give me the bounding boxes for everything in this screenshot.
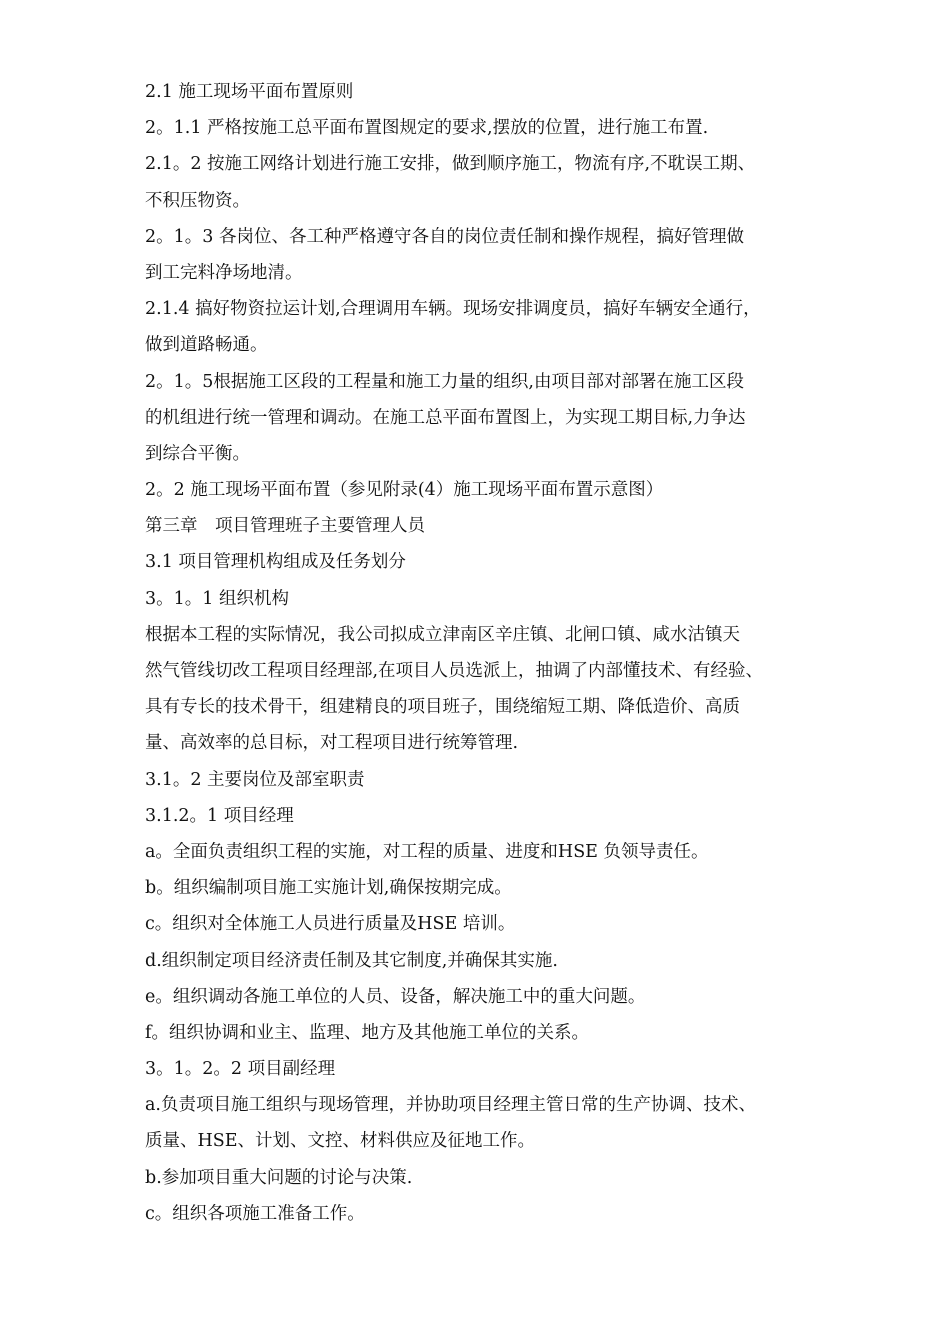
list-item: d.组织制定项目经济责任制及其它制度,并确保其实施.	[145, 950, 558, 971]
list-item: c。组织各项施工准备工作。	[145, 1203, 365, 1224]
text-line: 2。1。5根据施工区段的工程量和施工力量的组织,由项目部对部署在施工区段	[145, 371, 744, 392]
text-line: 2.1.4 搞好物资拉运计划,合理调用车辆。现场安排调度员，搞好车辆安全通行，	[145, 299, 761, 320]
list-item: a。全面负责组织工程的实施，对工程的质量、进度和HSE 负领导责任。	[145, 841, 709, 862]
subsection-heading: 3。1。1 组织机构	[145, 588, 289, 609]
section-heading-2-2: 2。2 施工现场平面布置（参见附录(4）施工现场平面布置示意图）	[145, 480, 664, 501]
text-line: 到工完料净场地清。	[145, 262, 303, 283]
list-item: b.参加项目重大问题的讨论与决策.	[145, 1167, 413, 1188]
text-line: 然气管线切改工程项目经理部,在项目人员选派上，抽调了内部懂技术、有经验、	[145, 661, 764, 681]
subsection-heading: 3.1。2 主要岗位及部室职责	[145, 769, 365, 790]
list-item: c。组织对全体施工人员进行质量及HSE 培训。	[145, 914, 516, 935]
document-page	[145, 74, 825, 1232]
text-line: 2.1。2 按施工网络计划进行施工安排，做到顺序施工，物流有序,不耽误工期、	[145, 154, 756, 175]
list-item: a.负责项目施工组织与现场管理，并协助项目经理主管日常的生产协调、技术、	[145, 1095, 756, 1116]
list-item: b。组织编制项目施工实施计划,确保按期完成。	[145, 878, 512, 899]
list-item: f。组织协调和业主、监理、地方及其他施工单位的关系。	[145, 1022, 589, 1043]
text-line: 根据本工程的实际情况，我公司拟成立津南区辛庄镇、北闸口镇、咸水沽镇天	[145, 624, 740, 645]
text-line: 量、高效率的总目标，对工程项目进行统筹管理.	[145, 733, 519, 754]
subsection-heading: 3.1.2。1 项目经理	[145, 805, 294, 826]
text-line: 的机组进行统一管理和调动。在施工总平面布置图上，为实现工期目标,力争达	[145, 407, 746, 428]
section-heading-2-1: 2.1 施工现场平面布置原则	[145, 82, 354, 102]
list-item: e。组织调动各施工单位的人员、设备，解决施工中的重大问题。	[145, 986, 646, 1007]
text-line: 2。1.1 严格按施工总平面布置图规定的要求,摆放的位置，进行施工布置.	[145, 118, 709, 139]
subsection-heading: 3。1。2。2 项目副经理	[145, 1059, 336, 1080]
chapter-heading: 第三章 项目管理班子主要管理人员	[145, 516, 425, 537]
text-line: 做到道路畅通。	[145, 335, 268, 356]
section-heading-3-1: 3.1 项目管理机构组成及任务划分	[145, 552, 406, 573]
text-line: 2。1。3 各岗位、各工种严格遵守各自的岗位责任制和操作规程，搞好管理做	[145, 226, 744, 247]
text-line: 到综合平衡。	[145, 443, 250, 464]
text-line: 具有专长的技术骨干，组建精良的项目班子，围绕缩短工期、降低造价、高质	[145, 697, 740, 718]
text-line: 不积压物资。	[145, 190, 250, 211]
text-line: 质量、HSE、计划、文控、材料供应及征地工作。	[145, 1131, 536, 1152]
